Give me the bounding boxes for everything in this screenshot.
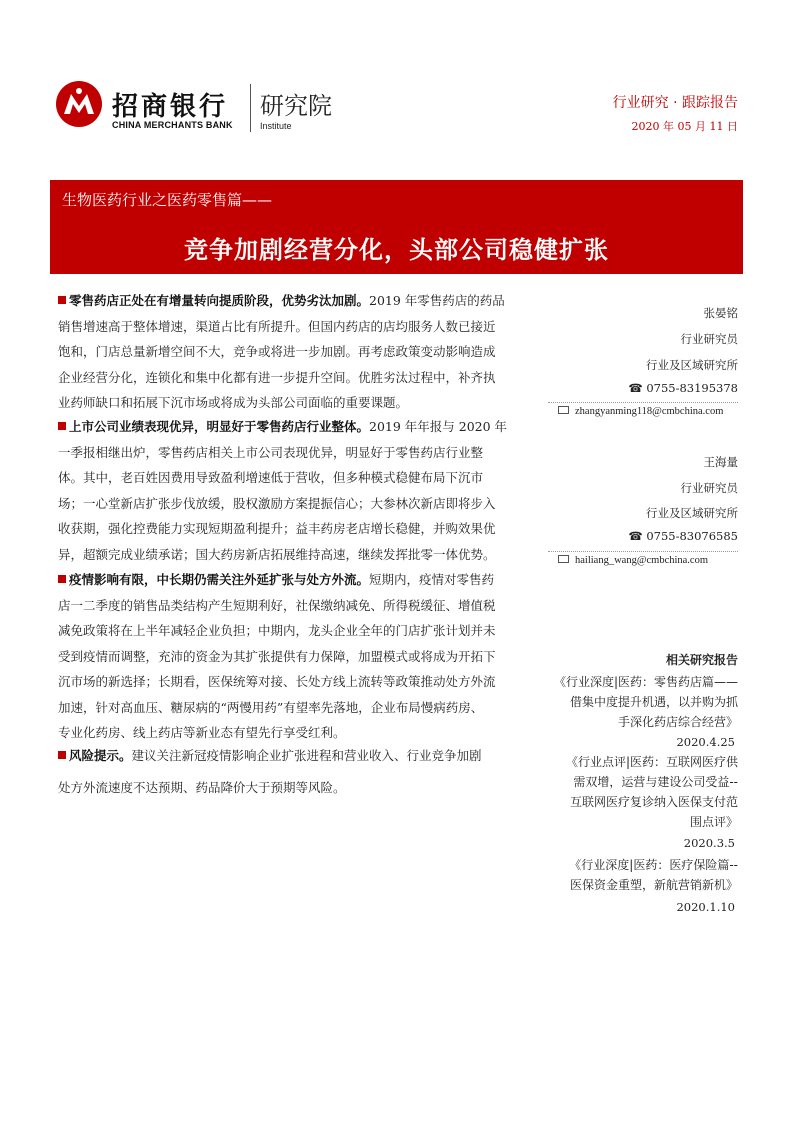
paragraph-line: 场；一心堂新店扩张步伐放缓，股权激励方案提振信心；大参林次新店即将步入: [58, 495, 496, 511]
summary-paragraph: [58, 288, 528, 416]
related-report-link[interactable]: [543, 752, 738, 832]
related-report-line: 《行业深度|医药：零售药店篇——: [553, 675, 738, 689]
related-reports-heading: 相关研究报告: [665, 653, 738, 667]
analyst-name: 王海量: [703, 455, 738, 469]
paragraph-line: 企业经营分化，连锁化和集中化都有进一步提升空间。优胜劣汰过程中，补齐执: [58, 369, 496, 385]
bullet-marker: [58, 422, 66, 430]
paragraph-line: 体。其中，老百姓因费用导致盈利增速低于营收，但多种模式稳健布局下沉市: [58, 470, 484, 485]
paragraph-lead: 上市公司业绩表现优异，明显好于零售药店行业整体。: [69, 419, 370, 434]
institute-name-en: Institute: [260, 121, 292, 131]
bullet-marker: [58, 751, 66, 759]
related-report-line: 借集中度提升机遇，以并购为抓: [569, 695, 738, 709]
analyst-email[interactable]: hailiang_wang@cmbchina.com: [575, 555, 709, 566]
related-report-line: 手深化药店综合经营》: [617, 715, 738, 729]
mail-icon: [558, 555, 569, 563]
related-report-link[interactable]: [543, 672, 738, 732]
summary-paragraph: [58, 414, 528, 567]
bullet-marker: [58, 296, 66, 304]
analyst-phone: 0755-83195378: [646, 381, 738, 395]
paragraph-line: 建议关注新冠疫情影响企业扩张进程和营业收入、行业竞争加剧: [131, 748, 482, 763]
mail-icon: [558, 406, 569, 414]
paragraph-line: 店一二季度的销售品类结构产生短期利好，社保缴纳减免、所得税缓征、增值税: [58, 597, 496, 613]
paragraph-line: 加速，针对高血压、糖尿病的“两慢用药”有望率先落地，企业布局慢病药房、: [58, 699, 484, 715]
analyst-email-row: [558, 406, 723, 417]
related-report-link[interactable]: [543, 855, 738, 895]
related-report-date: 2020.1.10: [676, 900, 735, 914]
analyst-phone-row: [538, 381, 738, 395]
paragraph-lead: 疫情影响有限，中长期仍需关注外延扩张与处方外流。: [69, 572, 370, 587]
paragraph-line: 异，超额完成业绩承诺；国大药房新店拓展维持高速，继续发挥批零一体优势。: [58, 546, 496, 562]
analyst-dept: 行业及区域研究所: [646, 506, 738, 520]
summary-paragraph: [58, 567, 528, 746]
report-date: 2020 年 05 月 11 日: [631, 120, 738, 133]
paragraph-line: 减免政策将在上半年减轻企业负担；中期内，龙头企业全年的门店扩张计划并未: [58, 623, 496, 638]
related-report-date: 2020.4.25: [676, 735, 735, 749]
analyst-title: 行业研究员: [680, 332, 738, 346]
report-type: 行业研究 · 跟踪报告: [612, 95, 738, 111]
brand-name-en: CHINA MERCHANTS BANK: [112, 120, 233, 130]
related-report-line: 《行业深度|医药：医疗保险篇--: [569, 858, 738, 872]
header-divider: [250, 84, 251, 132]
related-report-line: 医保资金重塑，新航营销新机》: [569, 878, 738, 892]
related-report-line: 互联网医疗复诊纳入医保支付范: [569, 795, 738, 809]
report-title: 竞争加剧经营分化，头部公司稳健扩张: [184, 236, 609, 264]
paragraph-line: 处方外流速度不达预期、药品降价大于预期等风险。: [58, 779, 346, 795]
paragraph-line: 饱和，门店总量新增空间不大，竞争或将进一步加剧。再考虑政策变动影响造成: [58, 344, 496, 359]
paragraph-line: 销售增速高于整体增速，渠道占比有所提升。但国内药店的店均服务人数已接近: [58, 318, 496, 334]
separator-line: [548, 551, 738, 552]
paragraph-lead: 零售药店正处在有增量转向提质阶段，优势劣汰加剧。: [69, 293, 370, 308]
analyst-email[interactable]: zhangyanming118@cmbchina.com: [575, 406, 724, 417]
paragraph-line: 受到疫情而调整，充沛的资金为其扩张提供有力保障，加盟模式或将成为开拓下: [58, 648, 496, 664]
analyst-title: 行业研究员: [680, 481, 738, 495]
analyst-dept: 行业及区域研究所: [646, 358, 738, 372]
paragraph-line: 短期内，疫情对零售药: [369, 572, 495, 587]
analyst-phone: 0755-83076585: [646, 529, 738, 543]
related-report-date: 2020.3.5: [683, 836, 735, 850]
paragraph-line: 2019 年年报与 2020 年: [369, 419, 508, 434]
risk-paragraph: [58, 743, 528, 800]
paragraph-lead: 风险提示。: [69, 748, 132, 763]
paragraph-line: 沉市场的新选择；长期看，医保统筹对接、长处方线上流转等政策推动处方外流: [58, 674, 496, 689]
cmb-logo-icon: [55, 80, 103, 128]
report-subtitle: 生物医药行业之医药零售篇——: [62, 191, 273, 209]
bullet-marker: [58, 575, 66, 583]
analyst-email-row: [558, 555, 708, 566]
brand-name-cn: 招商银行: [112, 92, 229, 122]
paragraph-line: 一季报相继出炉，零售药店相关上市公司表现优异，明显好于零售药店行业整: [58, 444, 484, 460]
paragraph-line: 业药师缺口和拓展下沉市场或将成为头部公司面临的重要课题。: [58, 395, 409, 410]
phone-icon: ☎: [628, 529, 647, 543]
analyst-phone-row: [538, 529, 738, 543]
paragraph-line: 专业化药房、线上药店等新业态有望先行享受红利。: [58, 725, 346, 740]
separator-line: [548, 402, 738, 403]
related-report-line: 需双增，运营与建设公司受益--: [573, 775, 738, 789]
paragraph-line: 2019 年零售药店的药品: [369, 293, 505, 308]
paragraph-line: 收获期，强化控费能力实现短期盈利提升；益丰药房老店增长稳健，并购效果优: [58, 521, 496, 536]
related-report-line: 《行业点评|医药：互联网医疗供: [565, 755, 738, 769]
phone-icon: ☎: [628, 381, 647, 395]
analyst-name: 张晏铭: [703, 306, 738, 320]
institute-name-cn: 研究院: [260, 92, 332, 120]
related-report-line: 围点评》: [689, 815, 738, 829]
